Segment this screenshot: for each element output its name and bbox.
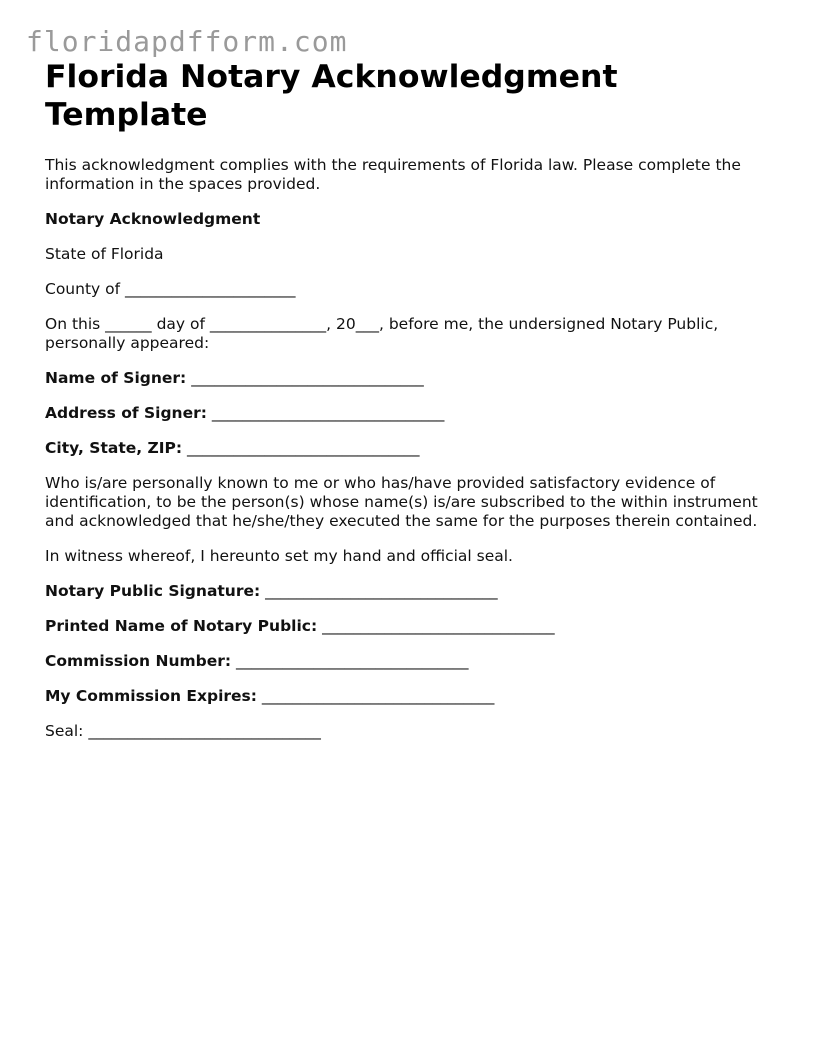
city-state-zip-label: City, State, ZIP: [45, 439, 183, 457]
notary-signature-blank[interactable]: ______________________________ [265, 582, 498, 600]
name-of-signer-line [45, 369, 775, 388]
notary-signature-line [45, 582, 775, 601]
city-state-zip-blank[interactable]: ______________________________ [187, 439, 420, 457]
document-title: Florida Notary Acknowledgment Template [45, 59, 618, 133]
address-of-signer-label: Address of Signer: [45, 404, 207, 422]
printed-name-label: Printed Name of Notary Public: [45, 617, 318, 635]
commission-expires-blank[interactable]: ______________________________ [261, 687, 495, 705]
watermark: floridapdfform.com [26, 25, 348, 58]
county-line: County of ______________________ [45, 280, 296, 298]
address-of-signer-blank[interactable]: ______________________________ [211, 404, 445, 422]
acknowledgment-body: Who is/are personally known to me or who has/have provided satisfactory evidence of identification, to be the person(s) whose name(s) is/are subscribed to the within instrument and acknowledged that he/she/they executed the same for the purposes therein contained. [45, 474, 758, 530]
seal-line: Seal: ______________________________ [45, 722, 321, 740]
date-line: On this ______ day of _______________, 20___, before me, the undersigned Notary Public, personally appeared: [45, 315, 719, 352]
section-heading: Notary Acknowledgment [45, 210, 261, 228]
notary-signature-label: Notary Public Signature: [45, 582, 261, 600]
state-line: State of Florida [45, 245, 164, 263]
commission-number-blank[interactable]: ______________________________ [236, 652, 469, 670]
witness-line: In witness whereof, I hereunto set my hand and official seal. [45, 547, 513, 565]
address-of-signer-line [45, 404, 775, 423]
city-state-zip-line [45, 439, 775, 458]
commission-number-line [45, 652, 775, 671]
name-of-signer-label: Name of Signer: [45, 369, 187, 387]
commission-number-label: Commission Number: [45, 652, 232, 670]
commission-expires-line [45, 687, 775, 706]
commission-expires-label: My Commission Expires: [45, 687, 257, 705]
document-body [45, 58, 775, 741]
printed-name-line [45, 617, 775, 636]
printed-name-blank[interactable]: ______________________________ [322, 617, 555, 635]
intro-paragraph: This acknowledgment complies with the requirements of Florida law. Please complete the information in the spaces provided. [45, 156, 741, 193]
name-of-signer-blank[interactable]: ______________________________ [191, 369, 424, 387]
